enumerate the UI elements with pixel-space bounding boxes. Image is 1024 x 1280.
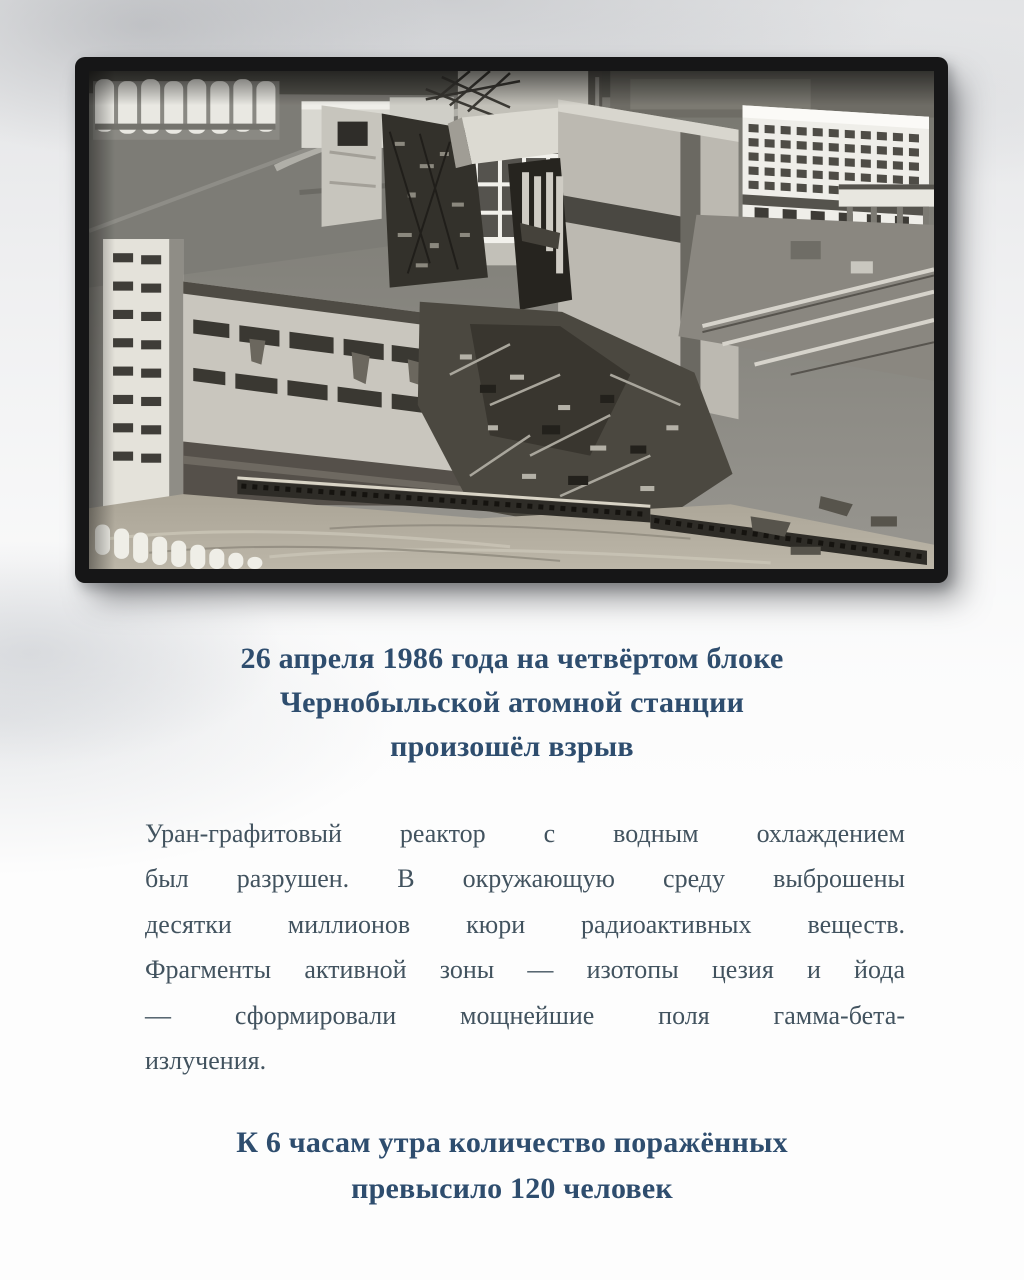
headline-line: Чернобыльской атомной станции	[279, 686, 745, 719]
left-slab-building	[103, 239, 183, 518]
body-line: излучения.	[145, 1046, 267, 1076]
body-line: десятки миллионов кюри радиоактивных веществ.	[145, 909, 905, 939]
footline	[112, 1120, 912, 1212]
body-line: — сформировали мощнейшие поля гамма-бета-	[145, 1000, 905, 1030]
body-paragraph	[145, 811, 905, 1083]
headline	[112, 637, 912, 769]
body-line: был разрушен. В окружающую среду выброшены	[145, 864, 905, 894]
body-line: Фрагменты активной зоны — изотопы цезия и йода	[145, 955, 905, 985]
chernobyl-photo	[75, 57, 948, 583]
footline-line: К 6 часам утра количество поражённых	[236, 1126, 788, 1159]
headline-line: 26 апреля 1986 года на четвёртом блоке	[240, 642, 784, 675]
footline-line: превысило 120 человек	[351, 1172, 673, 1205]
headline-line: произошёл взрыв	[390, 730, 634, 763]
photo-image	[89, 71, 934, 569]
body-line: Уран-графитовый реактор с водным охлаждением	[145, 819, 905, 848]
